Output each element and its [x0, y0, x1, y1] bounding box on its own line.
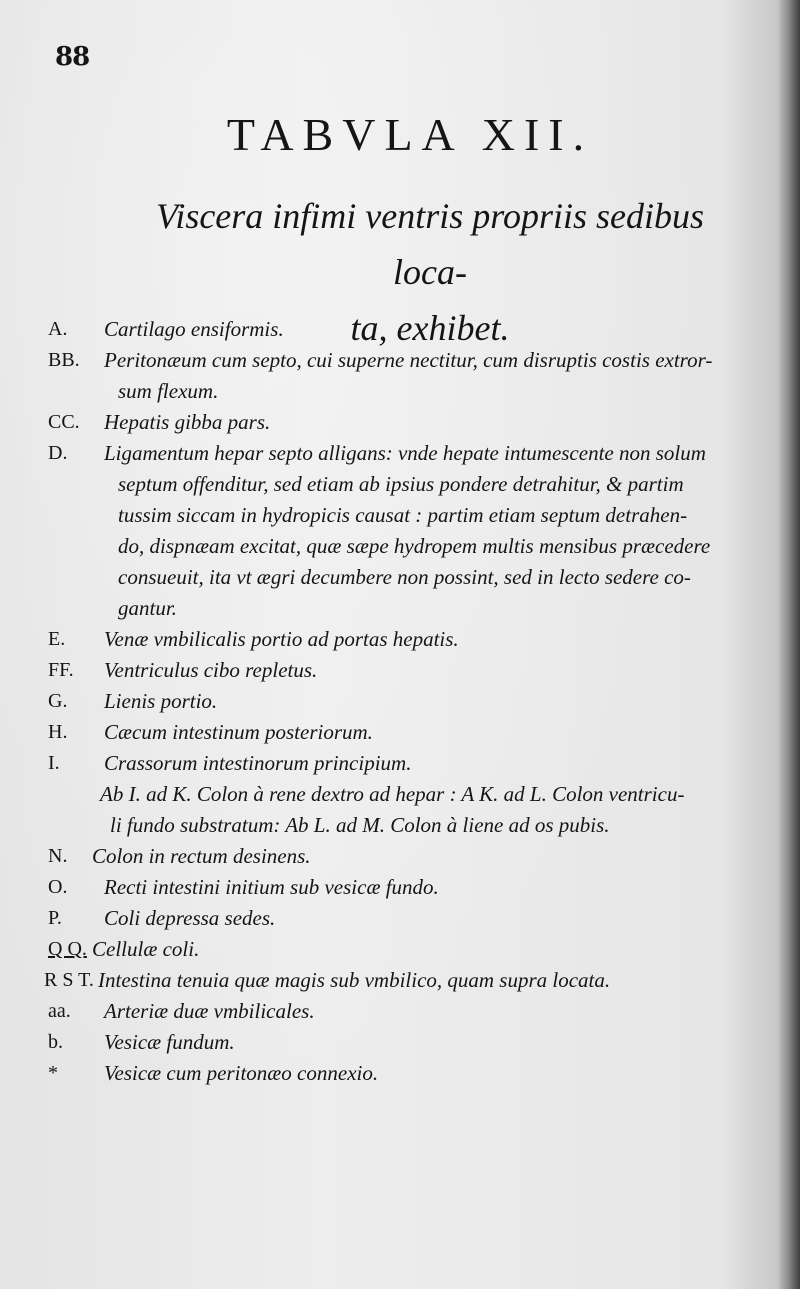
entry-line: Ventriculus cibo repletus. — [104, 658, 318, 682]
entry-text — [104, 996, 778, 1027]
entry-line: Venæ vmbilicalis portio ad portas hepatis. — [104, 627, 459, 651]
legend-entry — [48, 903, 778, 934]
entry-text — [104, 314, 778, 345]
entry-line: Coli depressa sedes. — [104, 906, 276, 930]
legend-entry — [48, 748, 778, 779]
legend-entry — [48, 686, 778, 717]
subtitle-line-2: ta, exhibet. — [350, 308, 510, 348]
entry-label: N. — [48, 845, 68, 867]
entry-line: Recti intestini initium sub vesicæ fundo. — [104, 875, 439, 899]
entry-line: sum flexum. — [118, 379, 219, 403]
entry-line: do, dispnæam excitat, quæ sæpe hydropem multis mensibus præcedere — [118, 534, 711, 558]
legend-entry — [48, 934, 778, 965]
entry-label: aa. — [48, 1000, 71, 1022]
entry-text — [104, 1027, 778, 1058]
legend-entry — [48, 996, 778, 1027]
entry-label: D. — [48, 442, 68, 464]
entry-text — [104, 345, 778, 407]
entry-line: Ab I. ad K. Colon à rene dextro ad hepar : A K. ad L. Colon ventricu- — [100, 782, 685, 806]
entry-text — [104, 686, 778, 717]
entry-label: BB. — [48, 349, 80, 371]
entry-line: consueuit, ita vt ægri decumbere non possint, sed in lecto sedere co- — [118, 565, 691, 589]
entry-line: Crassorum intestinorum principium. — [104, 751, 412, 775]
legend-entry — [44, 965, 778, 996]
entry-label: E. — [48, 628, 66, 650]
entry-line: Cellulæ coli. — [92, 937, 200, 961]
entry-label: A. — [48, 318, 68, 340]
entry-label: I. — [48, 752, 60, 774]
entry-line: tussim siccam in hydropicis causat : partim etiam septum detrahen- — [118, 503, 688, 527]
entry-text — [104, 903, 778, 934]
entry-line: li fundo substratum: Ab L. ad M. Colon à liene ad os pubis. — [110, 813, 610, 837]
legend-list — [44, 314, 778, 1089]
legend-entry — [48, 345, 778, 407]
legend-entry — [48, 1027, 778, 1058]
entry-text — [104, 748, 778, 779]
entry-label: R S T. — [44, 969, 94, 991]
entry-line: Cartilago ensiformis. — [104, 317, 284, 341]
entry-label: b. — [48, 1031, 63, 1053]
spine-shadow — [778, 0, 800, 1289]
entry-label: P. — [48, 907, 62, 929]
entry-text — [104, 872, 778, 903]
legend-entry — [48, 407, 778, 438]
page-title: TABVLA XII. — [226, 109, 594, 160]
legend-entry — [48, 841, 778, 872]
subtitle-line-1: Viscera infimi ventris propriis sedibus loca- — [156, 196, 704, 292]
entry-label: CC. — [48, 411, 80, 433]
entry-line: Arteriæ duæ vmbilicales. — [104, 999, 315, 1023]
entry-line: Colon in rectum desinens. — [92, 844, 311, 868]
legend-entry — [48, 655, 778, 686]
entry-text — [104, 655, 778, 686]
entry-text — [92, 934, 778, 965]
legend-entry — [48, 1058, 778, 1089]
legend-entry — [48, 314, 778, 345]
colon-division-note — [48, 779, 778, 841]
legend-entry — [48, 717, 778, 748]
entry-label: FF. — [48, 659, 74, 681]
entry-line: Peritonæum cum septo, cui superne nectitur, cum disruptis costis extror- — [104, 348, 713, 372]
page-number: 88 — [55, 42, 90, 72]
entry-text — [98, 965, 778, 996]
entry-text — [104, 407, 778, 438]
legend-entry — [48, 438, 778, 624]
entry-line: Intestina tenuia quæ magis sub vmbilico, quam supra locata. — [98, 968, 611, 992]
entry-line: Vesicæ fundum. — [104, 1030, 235, 1054]
entry-line: Cæcum intestinum posteriorum. — [104, 720, 373, 744]
entry-line: gantur. — [118, 596, 177, 620]
entry-line: Vesicæ cum peritonæo connexio. — [104, 1061, 379, 1085]
entry-line: Lienis portio. — [104, 689, 218, 713]
entry-label: Q Q. — [48, 938, 87, 960]
entry-text — [92, 841, 778, 872]
legend-entry — [48, 872, 778, 903]
entry-text — [104, 624, 778, 655]
entry-label: O. — [48, 876, 68, 898]
entry-line: Hepatis gibba pars. — [104, 410, 271, 434]
entry-label: G. — [48, 690, 68, 712]
entry-label: * — [48, 1062, 58, 1084]
entry-line: Ligamentum hepar septo alligans: vnde hepate intumescente non solum — [104, 441, 706, 465]
entry-line: septum offenditur, sed etiam ab ipsius pondere detrahitur, & partim — [118, 472, 684, 496]
legend-entry — [48, 624, 778, 655]
entry-text — [104, 717, 778, 748]
entry-text — [104, 438, 778, 624]
entry-label: H. — [48, 721, 68, 743]
entry-text — [104, 1058, 778, 1089]
